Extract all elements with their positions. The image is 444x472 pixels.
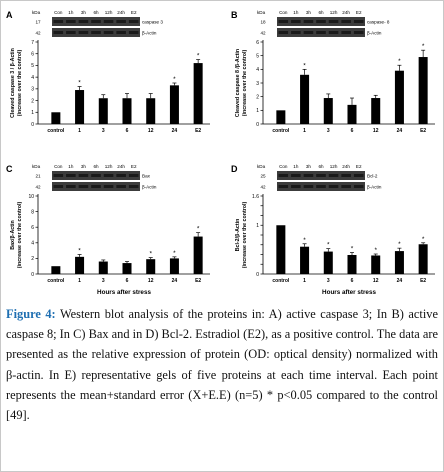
blot-band (91, 20, 101, 23)
blot-band (354, 174, 364, 177)
y-axis-label-line: (increase over the control) (242, 201, 248, 269)
y-tick-label: 1 (31, 110, 34, 117)
y-axis-label-line: (increase over the control) (17, 201, 23, 269)
bar (300, 75, 309, 124)
y-tick-label: 1.6 (252, 193, 259, 200)
bar (419, 244, 428, 274)
x-tick-label: E2 (195, 128, 202, 134)
bar (347, 255, 356, 274)
blot-band (79, 31, 89, 34)
panel-letter: D (231, 164, 238, 174)
y-tick-label: 6 (31, 225, 34, 231)
blot-header-lane: 1h (293, 10, 299, 15)
blot-label: β-Actin (142, 30, 157, 36)
y-tick-label: 5 (31, 63, 34, 70)
blot-band (316, 174, 326, 177)
x-tick-label: 1 (303, 278, 306, 284)
y-tick-label: 10 (28, 193, 34, 200)
blot-band (329, 185, 339, 188)
bar (324, 98, 333, 124)
blot-header-lane: 6h (318, 164, 324, 169)
y-tick-label: 6 (31, 51, 34, 58)
x-tick-label: control (272, 278, 290, 284)
blot-header-lane: 3h (80, 164, 86, 169)
panel-c (0, 160, 218, 310)
blot-header-lane: E2 (130, 164, 137, 169)
blot-band (66, 31, 76, 34)
bar (51, 112, 60, 124)
x-tick-label: control (47, 128, 65, 134)
blot-header-lane: 24h (342, 10, 350, 15)
bar (99, 98, 108, 124)
blot-header-lane: 24h (117, 164, 125, 169)
y-tick-label: 3 (256, 80, 259, 87)
blot-header-lane: 12h (104, 164, 113, 169)
blot-band (116, 20, 126, 23)
y-axis-label-line: (increase over the control) (17, 49, 23, 117)
blot-band (129, 31, 139, 34)
bar (347, 105, 356, 124)
blot-label: Bcl-2 (367, 173, 378, 179)
x-tick-label: 6 (125, 278, 129, 284)
x-tick-label: 6 (125, 128, 129, 134)
significance-star: * (374, 247, 377, 255)
chart-d (225, 160, 443, 310)
panel-letter: A (6, 10, 13, 20)
blot-band (79, 174, 89, 177)
blot-band (66, 20, 76, 23)
x-tick-label: 24 (171, 278, 178, 284)
blot-band (279, 174, 289, 177)
blot-header-lane: 24h (342, 164, 350, 169)
blot-kda: 42 (260, 30, 266, 36)
x-tick-label: 6 (350, 128, 354, 134)
blot-band (329, 31, 339, 34)
western-blot (257, 164, 382, 191)
blot-header-lane: 6h (318, 10, 324, 15)
blot-header-lane: 12h (329, 164, 338, 169)
y-tick-label: 8 (31, 209, 34, 216)
blot-band (129, 185, 139, 188)
blot-label: caspase 3 (142, 19, 163, 25)
chart-a (0, 6, 218, 156)
blot-band (91, 31, 101, 34)
figure-caption (6, 304, 438, 425)
bar (395, 71, 404, 124)
x-tick-label: E2 (195, 278, 202, 284)
blot-header-kda: kDa (32, 164, 41, 169)
blot-band (304, 31, 314, 34)
y-tick-label: 7 (31, 39, 34, 46)
blot-band (66, 174, 76, 177)
blot-header-lane: 3h (305, 10, 311, 15)
blot-label: β-Actin (142, 184, 157, 190)
western-blot (32, 164, 157, 191)
blot-header-kda: kDa (32, 10, 41, 15)
blot-band (329, 174, 339, 177)
y-axis-label (10, 202, 23, 269)
y-axis-label-line: (increase over the control) (242, 49, 248, 117)
y-axis-label (235, 202, 248, 269)
blot-band (304, 174, 314, 177)
blot-band (116, 31, 126, 34)
significance-star: * (196, 52, 200, 60)
x-tick-label: 3 (326, 278, 330, 284)
bar (395, 251, 404, 274)
blot-band (104, 31, 114, 34)
blot-header-lane: 1h (68, 10, 74, 15)
y-tick-label: 0 (31, 121, 34, 128)
blot-band (54, 174, 64, 177)
bar (170, 258, 179, 274)
blot-band (129, 174, 139, 177)
blot-band (329, 20, 339, 23)
blot-band (279, 31, 289, 34)
blot-header-lane: E2 (355, 10, 362, 15)
blot-band (104, 185, 114, 188)
significance-star: * (398, 241, 401, 249)
blot-band (341, 20, 351, 23)
blot-header-lane: E2 (130, 10, 137, 15)
blot-band (316, 20, 326, 23)
blot-header-kda: kDa (257, 164, 266, 169)
blot-band (304, 20, 314, 23)
blot-band (104, 174, 114, 177)
blot-band (91, 174, 101, 177)
y-tick-label: 4 (256, 67, 259, 74)
blot-header-lane: 6h (93, 164, 99, 169)
western-blot (257, 10, 390, 37)
y-axis-label (10, 48, 23, 118)
bar (146, 259, 155, 274)
bar (51, 266, 60, 274)
blot-header-lane: Con (54, 10, 63, 15)
x-tick-label: 3 (101, 278, 105, 284)
y-axis-label-line: Bcl-2/β-Actin (235, 218, 241, 252)
blot-band (116, 185, 126, 188)
blot-band (316, 31, 326, 34)
blot-band (304, 185, 314, 188)
bar (194, 237, 203, 274)
y-tick-label: 4 (31, 240, 34, 247)
blot-band (341, 185, 351, 188)
y-tick-label: 2 (256, 94, 259, 101)
significance-star: * (303, 62, 306, 70)
bar (300, 247, 309, 274)
blot-kda: 42 (35, 30, 41, 36)
blot-band (129, 20, 139, 23)
x-axis-label: Hours after stress (97, 289, 151, 296)
caption-label: Figure 4: (6, 307, 56, 321)
blot-kda: 21 (35, 173, 41, 179)
x-tick-label: control (272, 128, 290, 134)
x-tick-label: E2 (420, 278, 427, 284)
western-blot (32, 10, 163, 37)
bar (419, 57, 428, 124)
bar (371, 98, 380, 124)
blot-band (279, 185, 289, 188)
blot-header-lane: 1h (68, 164, 74, 169)
panel-d (225, 160, 443, 310)
blot-band (291, 185, 301, 188)
significance-star: * (398, 58, 401, 66)
panel-b (225, 6, 443, 156)
bar (75, 257, 84, 274)
panel-letter: C (6, 164, 13, 174)
y-tick-label: 0 (256, 121, 259, 128)
blot-header-lane: 1h (293, 164, 299, 169)
blot-band (116, 174, 126, 177)
x-tick-label: control (47, 278, 65, 284)
y-tick-label: 2 (31, 98, 34, 105)
x-tick-label: 3 (101, 128, 105, 134)
blot-band (354, 185, 364, 188)
significance-star: * (78, 247, 81, 255)
blot-kda: 25 (260, 173, 266, 179)
bar (122, 263, 131, 274)
y-tick-label: 4 (31, 74, 34, 81)
y-axis-label-line: Cleaved caspase 3 / β-Actin (10, 48, 16, 118)
x-tick-label: 24 (396, 128, 403, 134)
blot-band (91, 185, 101, 188)
blot-header-lane: Con (279, 10, 288, 15)
bar (194, 63, 203, 124)
significance-star: * (149, 250, 152, 258)
blot-band (354, 20, 364, 23)
bar (276, 225, 285, 274)
blot-label: caspase- 8 (367, 19, 390, 25)
x-tick-label: 3 (326, 128, 330, 134)
y-axis-label-line: Bax/β-Actin (10, 220, 16, 250)
blot-band (79, 20, 89, 23)
x-tick-label: 12 (372, 278, 379, 284)
y-tick-label: 0 (31, 271, 34, 278)
x-tick-label: 1 (78, 278, 81, 284)
caption-text: Western blot analysis of the proteins in: A) active caspase 3; In B) active caspase 8; In C) Bax and in D) Bcl-2. Estradiol (E2), as a positive control. The data are presented as the relative expression of protein (OD: optical density) normalized with β-actin. In E) representative gels of five proteins at each time interval. Each point represents the mean+standard error (X+E.E) (n=5) * p<0.05 compared to the control [49]. (6, 307, 438, 423)
blot-header-lane: 24h (117, 10, 125, 15)
significance-star: * (173, 249, 176, 257)
blot-header-lane: E2 (355, 164, 362, 169)
blot-header-lane: 3h (305, 164, 311, 169)
blot-band (279, 20, 289, 23)
chart-c (0, 160, 218, 310)
bar (122, 98, 131, 124)
blot-kda: 18 (260, 19, 266, 25)
significance-star: * (173, 76, 176, 83)
y-tick-label: 1 (256, 108, 259, 115)
x-tick-label: 1 (78, 128, 81, 134)
significance-star: * (303, 236, 306, 244)
y-tick-label: 1 (256, 223, 259, 230)
blot-band (354, 31, 364, 34)
blot-band (54, 20, 64, 23)
y-tick-label: 5 (256, 53, 259, 60)
y-tick-label: 6 (256, 39, 259, 46)
blot-kda: 42 (260, 184, 266, 190)
significance-star: * (421, 235, 425, 243)
significance-star: * (78, 79, 81, 87)
x-axis-label: Hours after stress (322, 289, 376, 296)
blot-header-lane: 12h (104, 10, 113, 15)
x-tick-label: 12 (372, 128, 379, 134)
y-axis-label (235, 49, 248, 117)
y-tick-label: 3 (31, 86, 34, 93)
blot-header-kda: kDa (257, 10, 266, 15)
blot-header-lane: Con (279, 164, 288, 169)
bar (170, 85, 179, 124)
bar (99, 262, 108, 274)
blot-band (54, 31, 64, 34)
blot-label: β-Actin (367, 184, 382, 190)
bar (371, 255, 380, 274)
bar (276, 110, 285, 124)
blot-label: Bax (142, 173, 150, 179)
chart-b (225, 6, 443, 156)
x-tick-label: 12 (147, 278, 154, 284)
y-tick-label: 2 (31, 256, 34, 263)
blot-band (79, 185, 89, 188)
y-axis-label-line: Cleaved caspase 8 /β-Actin (235, 48, 241, 118)
x-tick-label: 24 (171, 128, 178, 134)
blot-band (316, 185, 326, 188)
bar (146, 98, 155, 124)
blot-band (66, 185, 76, 188)
significance-star: * (421, 43, 425, 51)
panel-a (0, 6, 218, 156)
y-tick-label: 0 (256, 271, 259, 278)
blot-label: β-Actin (367, 30, 382, 36)
significance-star: * (196, 225, 200, 233)
bar (324, 252, 333, 274)
blot-kda: 42 (35, 184, 41, 190)
blot-band (104, 20, 114, 23)
blot-band (291, 20, 301, 23)
blot-band (291, 174, 301, 177)
x-tick-label: 24 (396, 278, 403, 284)
blot-band (341, 31, 351, 34)
blot-band (54, 185, 64, 188)
bar (75, 90, 84, 124)
significance-star: * (327, 241, 330, 249)
blot-header-lane: 12h (329, 10, 338, 15)
x-tick-label: 12 (147, 128, 154, 134)
x-tick-label: E2 (420, 128, 427, 134)
blot-header-lane: Con (54, 164, 63, 169)
x-tick-label: 6 (350, 278, 354, 284)
blot-header-lane: 3h (80, 10, 86, 15)
significance-star: * (350, 245, 354, 253)
blot-kda: 17 (35, 19, 41, 25)
x-tick-label: 1 (303, 128, 306, 134)
blot-band (291, 31, 301, 34)
blot-header-lane: 6h (93, 10, 99, 15)
panel-letter: B (231, 10, 238, 20)
blot-band (341, 174, 351, 177)
